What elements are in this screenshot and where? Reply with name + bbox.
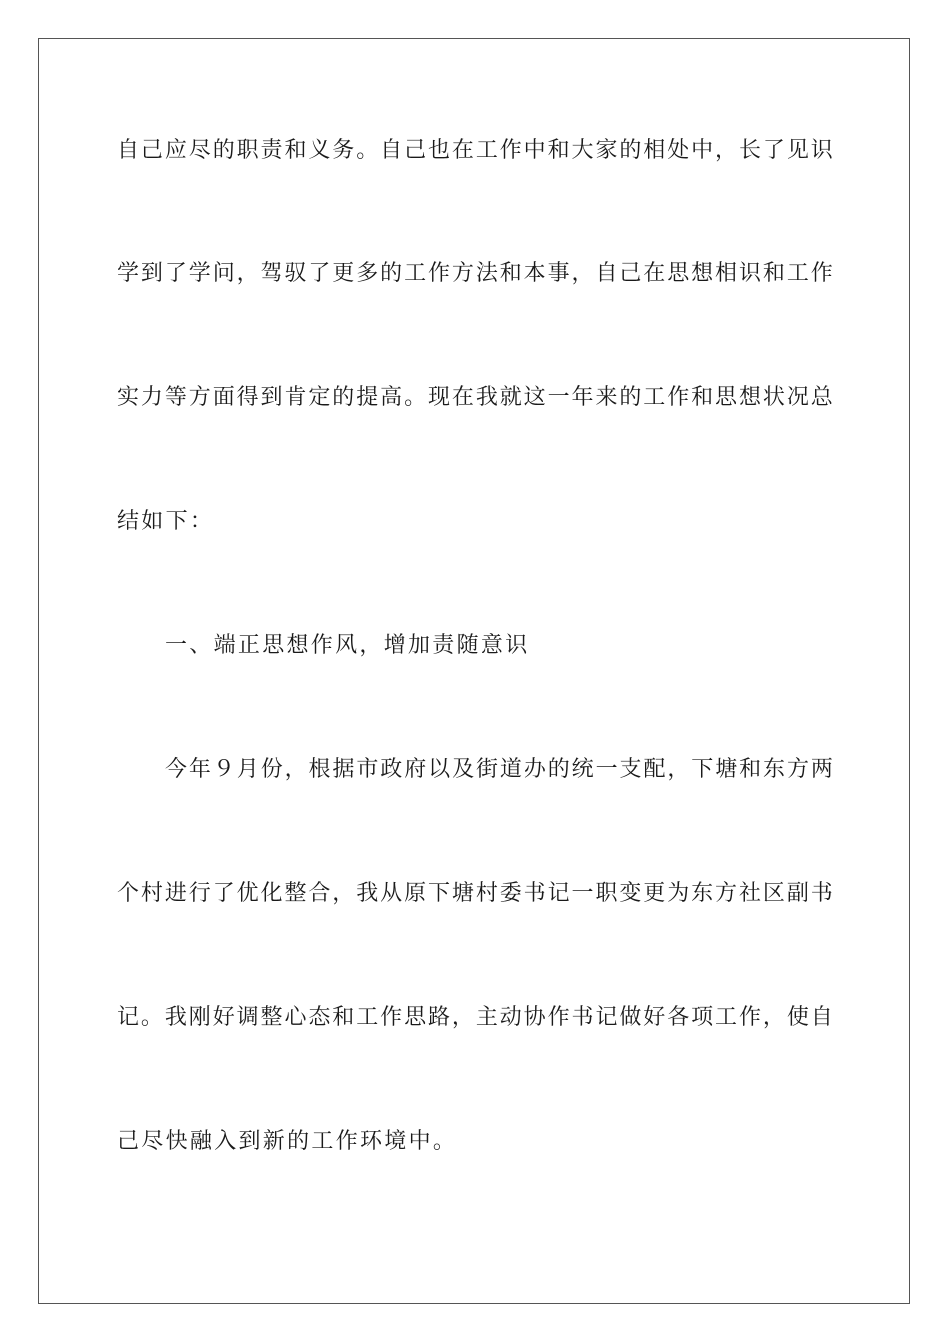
paragraph-line-2: 学 到 了 学 问 ， 驾 驭 了 更 多 的 工 作 方 法 和 本 事 ， 自 己 在 思 想 相 识 和 工 作 — [117, 261, 833, 286]
section-heading: 一、端正思想作风，增加责随意识 — [165, 633, 530, 658]
paragraph-line-4: 结如下： — [117, 509, 215, 534]
page-border — [38, 38, 910, 1304]
paragraph-line-3: 实 力 等 方 面 得 到 肯 定 的 提 高 。 现 在 我 就 这 一 年 来 的 工 作 和 思 想 状 况 总 — [117, 385, 833, 410]
paragraph-line-6: 个 村 进 行 了 优 化 整 合 ， 我 从 原 下 塘 村 委 书 记 一 职 变 更 为 东 方 社 区 副 书 — [117, 881, 833, 906]
paragraph-line-7: 记 。 我 刚 好 调 整 心 态 和 工 作 思 路 ， 主 动 协 作 书 记 做 好 各 项 工 作 ， 使 自 — [117, 1005, 833, 1030]
paragraph-line-8: 己尽快融入到新的工作环境中。 — [117, 1129, 458, 1154]
paragraph-line-1: 自 己 应 尽 的 职 责 和 义 务 。 自 己 也 在 工 作 中 和 大 家 的 相 处 中 ， 长 了 见 识 — [117, 138, 833, 163]
paragraph-line-5: 今 年 ９ 月 份 ， 根 据 市 政 府 以 及 街 道 办 的 统 一 支 配 ， 下 塘 和 东 方 两 — [165, 757, 833, 782]
